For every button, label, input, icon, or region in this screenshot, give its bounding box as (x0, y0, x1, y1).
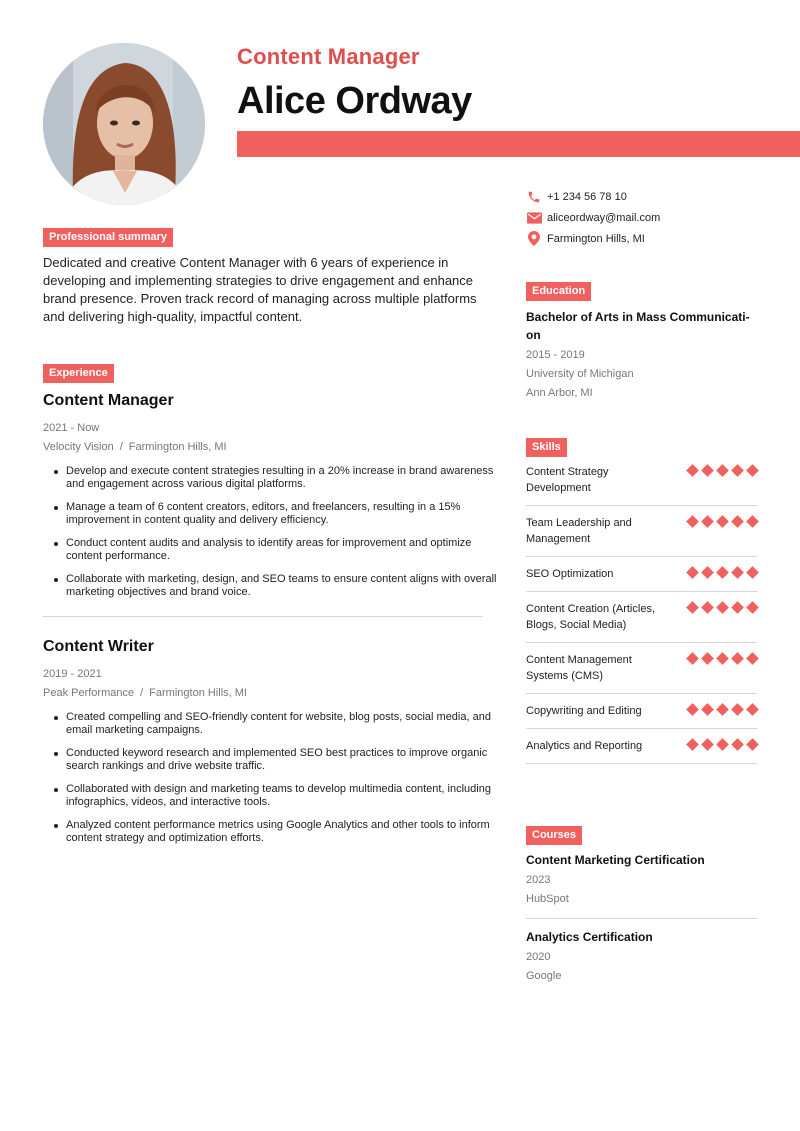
rating-diamond-icon (716, 601, 729, 614)
divider (526, 918, 757, 919)
profile-photo-illustration (43, 43, 205, 205)
rating-diamond-icon (686, 703, 699, 716)
summary-section (43, 227, 173, 247)
course-entry (526, 853, 757, 907)
role-title: Content Manager (237, 44, 420, 69)
job-bullet: Collaborated with design and marketing teams to develop multimedia content, including infographics, videos, and interactive tools. (66, 783, 498, 809)
education-entry (526, 308, 761, 401)
rating-diamond-icon (746, 652, 759, 665)
job-bullet: Analyzed content performance metrics using Google Analytics and other tools to inform content strategy and optimization efforts. (66, 819, 498, 845)
rating-diamond-icon (686, 566, 699, 579)
skills-heading: Skills (526, 438, 567, 457)
job-title: Content Writer (43, 638, 154, 655)
experience-section (43, 363, 114, 383)
email-link[interactable]: aliceordway@mail.com (547, 211, 661, 224)
rating-diamond-icon (746, 738, 759, 751)
rating-diamond-icon (701, 515, 714, 528)
rating-diamond-icon (716, 703, 729, 716)
job-entry (43, 638, 498, 855)
rating-diamond-icon (716, 652, 729, 665)
skill-row (526, 729, 757, 764)
rating-diamond-icon (701, 652, 714, 665)
job-bullets (43, 465, 498, 599)
course-year: 2023 (526, 874, 551, 886)
job-entry (43, 392, 498, 609)
rating-diamond-icon (746, 601, 759, 614)
contact-phone (526, 186, 766, 207)
skill-rating (682, 517, 757, 526)
header-accent-bar (237, 131, 800, 157)
skill-row (526, 592, 757, 643)
summary-text: Dedicated and creative Content Manager with 6 years of experience in developing and implementing strategies to drive engagement and enhance brand presence. Proven track record of managing across multiple platforms and delivering high-quality, impactful content. (43, 255, 477, 324)
job-title: Content Manager (43, 392, 174, 409)
separator: / (140, 687, 144, 699)
job-dates: 2021 - Now (43, 422, 100, 434)
rating-diamond-icon (701, 703, 714, 716)
course-entry (526, 930, 757, 984)
mail-icon (526, 210, 542, 226)
rating-diamond-icon (731, 601, 744, 614)
contact-location (526, 228, 766, 249)
rating-diamond-icon (731, 464, 744, 477)
profile-photo (43, 43, 205, 205)
skill-rating (682, 705, 757, 714)
rating-diamond-icon (746, 515, 759, 528)
skill-rating (682, 568, 757, 577)
job-location: Farmington Hills, MI (149, 687, 247, 699)
education-degree: Bachelor of Arts in Mass Communicati- on (526, 310, 750, 342)
course-title: Content Marketing Certification (526, 853, 705, 867)
rating-diamond-icon (731, 566, 744, 579)
skill-row (526, 455, 757, 506)
rating-diamond-icon (746, 464, 759, 477)
education-section (526, 281, 591, 301)
education-location: Ann Arbor, MI (526, 387, 593, 399)
skill-name: SEO Optimization (526, 568, 614, 580)
rating-diamond-icon (746, 703, 759, 716)
job-bullet: Created compelling and SEO-friendly content for website, blog posts, social media, and email marketing campaigns. (66, 711, 498, 737)
course-year: 2020 (526, 951, 551, 963)
rating-diamond-icon (731, 515, 744, 528)
skill-row (526, 557, 757, 592)
job-bullets (43, 711, 498, 845)
summary-heading: Professional summary (43, 228, 173, 247)
skill-row (526, 506, 757, 557)
job-bullet: Conduct content audits and analysis to identify areas for improvement and optimize content performance. (66, 537, 498, 563)
skill-name: Team Leadership and Management (526, 517, 632, 545)
job-bullet: Develop and execute content strategies resulting in a 20% increase in brand awareness and engagement across various digital platforms. (66, 465, 498, 491)
skill-rating (682, 466, 757, 475)
phone-icon (526, 189, 542, 205)
separator: / (119, 441, 123, 453)
rating-diamond-icon (701, 566, 714, 579)
rating-diamond-icon (746, 566, 759, 579)
location-pin-icon (526, 231, 542, 247)
rating-diamond-icon (716, 566, 729, 579)
skill-row (526, 643, 757, 694)
rating-diamond-icon (701, 464, 714, 477)
rating-diamond-icon (686, 601, 699, 614)
rating-diamond-icon (716, 515, 729, 528)
rating-diamond-icon (731, 738, 744, 751)
skill-rating (682, 603, 757, 612)
courses-heading: Courses (526, 826, 582, 845)
course-title: Analytics Certification (526, 930, 653, 944)
job-place (43, 441, 498, 455)
job-bullet: Collaborate with marketing, design, and SEO teams to ensure content aligns with overall marketing objectives and brand voice. (66, 573, 497, 598)
rating-diamond-icon (686, 738, 699, 751)
job-place (43, 687, 498, 701)
skills-section (526, 437, 567, 457)
job-location: Farmington Hills, MI (128, 441, 227, 453)
job-company: Peak Performance (43, 687, 135, 699)
course-provider: Google (526, 970, 562, 982)
candidate-name: Alice Ordway (237, 80, 472, 122)
skill-name: Copywriting and Editing (526, 705, 642, 717)
skill-name: Content Creation (Articles, Blogs, Social Media) (526, 603, 655, 631)
education-years: 2015 - 2019 (526, 349, 585, 361)
divider (43, 616, 483, 617)
job-bullet: Manage a team of 6 content creators, editors, and freelancers, resulting in a 15% improvement in content quality and delivery efficiency. (66, 501, 498, 527)
rating-diamond-icon (686, 464, 699, 477)
skill-name: Content Strategy Development (526, 466, 609, 494)
education-heading: Education (526, 282, 591, 301)
rating-diamond-icon (686, 652, 699, 665)
skill-rating (682, 740, 757, 749)
job-bullet: Conducted keyword research and implemented SEO best practices to improve organic search rankings and drive website traffic. (66, 747, 498, 773)
rating-diamond-icon (716, 738, 729, 751)
rating-diamond-icon (731, 703, 744, 716)
rating-diamond-icon (716, 464, 729, 477)
skill-row (526, 694, 757, 729)
course-provider: HubSpot (526, 893, 569, 905)
rating-diamond-icon (686, 515, 699, 528)
experience-heading: Experience (43, 364, 114, 383)
phone-text[interactable]: +1 234 56 78 10 (547, 190, 627, 203)
job-dates: 2019 - 2021 (43, 668, 102, 680)
location-text: Farmington Hills, MI (547, 232, 645, 245)
skill-name: Analytics and Reporting (526, 740, 643, 752)
contact-section (526, 186, 766, 249)
education-school: University of Michigan (526, 368, 634, 380)
skill-name: Content Management Systems (CMS) (526, 654, 632, 682)
job-company: Velocity Vision (43, 441, 114, 453)
contact-email (526, 207, 766, 228)
courses-section (526, 825, 582, 845)
rating-diamond-icon (731, 652, 744, 665)
skills-list (526, 455, 757, 764)
skill-rating (682, 654, 757, 663)
rating-diamond-icon (701, 601, 714, 614)
rating-diamond-icon (701, 738, 714, 751)
